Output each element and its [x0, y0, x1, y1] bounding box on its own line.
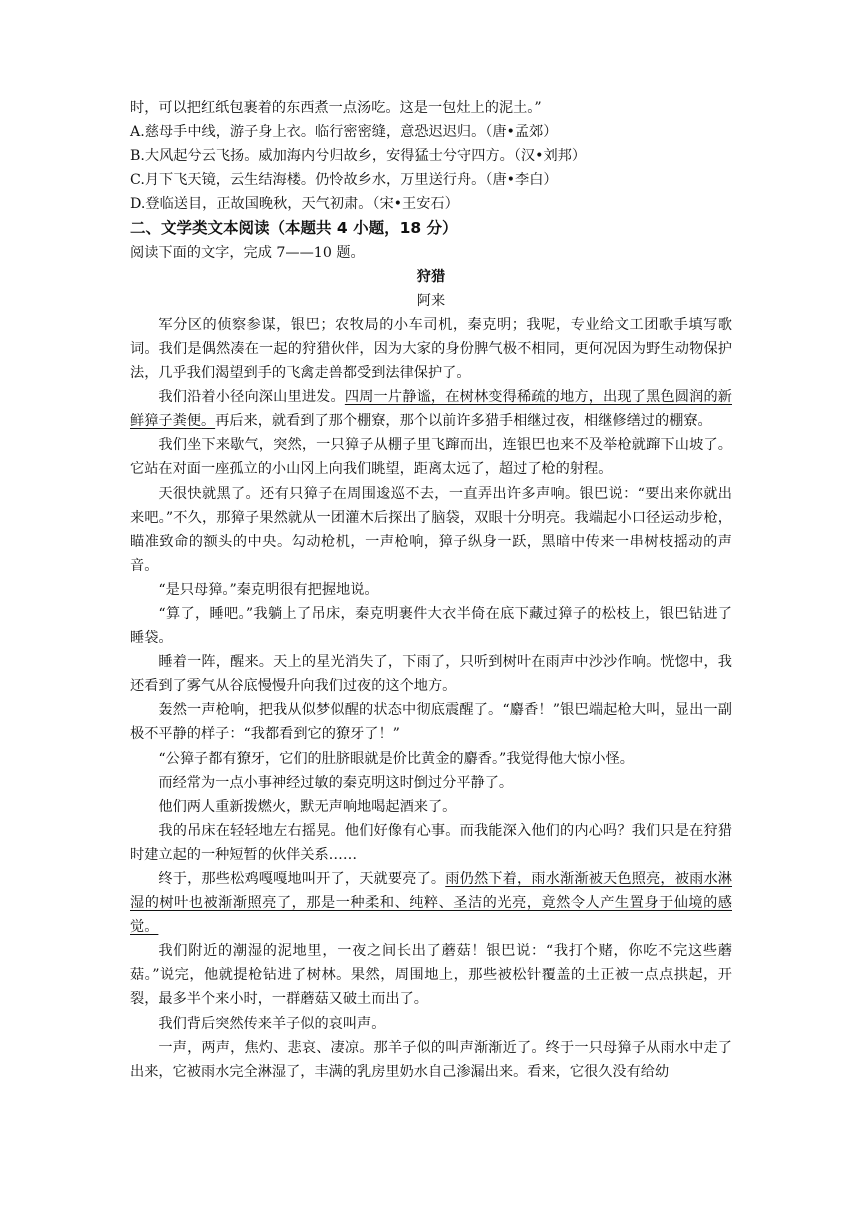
paragraph: 我们背后突然传来羊子似的哀叫声。: [158, 1015, 386, 1032]
story-title: 狩猎: [416, 268, 446, 285]
paragraph: 我们坐下来歇气，突然，一只獐子从棚子里飞蹿而出，连银巴也来不及举枪就蹿下山坡了。它站在对面一座孤立的小山冈上向我们眺望，距离太远了，超过了枪的射程。: [130, 437, 732, 478]
intro-continuation: 时，可以把红纸包裹着的东西煮一点汤吃。这是一包灶上的泥土。”: [130, 100, 542, 116]
paragraph: 一声，两声，焦灼、悲哀、凄凉。那羊子似的叫声渐渐近了。终于一只母獐子从雨水中走了出来，它被雨水完全淋湿了，丰满的乳房里奶水自己渗漏出来。看来，它很久没有给幼: [130, 1039, 732, 1080]
paragraph: 我们附近的潮湿的泥地里，一夜之间长出了蘑菇！银巴说：“我打个赌，你吃不完这些蘑菇。”说完，他就提枪钻进了树林。果然，周围地上，那些被松针覆盖的土正被一点点拱起，开裂，最多半个来小时，一群蘑菇又破土而出了。: [130, 943, 732, 1008]
section-heading: 二、文学类文本阅读（本题共 4 小题，18 分）: [130, 219, 458, 238]
paragraph-text: 我们沿着小径向深山里进发。: [158, 389, 345, 406]
paragraph: [130, 385, 732, 433]
paragraph: “公獐子都有獠牙，它们的肚脐眼就是价比黄金的麝香。”我觉得他大惊小怪。: [158, 750, 634, 767]
paragraph-text: 终于，那些松鸡嘎嘎地叫开了，天就要亮了。: [158, 871, 446, 887]
underlined-sentence: 雨仍然下着，雨水渐渐被天色照亮，被雨水淋湿的树叶也被渐渐照亮了，那是一种柔和、纯粹、圣洁的光亮，竟然令人产生置身于仙境的感觉。: [130, 871, 732, 936]
option-b: B.大风起兮云飞扬。威加海内兮归故乡，安得猛士兮守四方。（汉•刘邦）: [130, 148, 587, 165]
paragraph: 睡着一阵，醒来。天上的星光消失了，下雨了，只听到树叶在雨声中沙沙作响。恍惚中，我还看到了雾气从谷底慢慢升向我们过夜的这个地方。: [130, 654, 732, 695]
option-a: A.慈母手中线，游子身上衣。临行密密缝，意恐迟迟归。（唐•孟郊）: [130, 124, 558, 141]
paragraph: “算了，睡吧。”我躺上了吊床，秦克明裹件大衣半倚在底下藏过獐子的松枝上，银巴钻进了睡袋。: [130, 605, 732, 647]
story-author: 阿来: [416, 292, 446, 309]
paragraph: 天很快就黑了。还有只獐子在周围逡巡不去，一直弄出许多声响。银巴说：“要出来你就出来吧。”不久，那獐子果然就从一团灌木后探出了脑袋，双眼十分明亮。我端起小口径运动步枪，瞄准致命的额头的中央。勾动枪机，一声枪响，獐子纵身一跃，黑暗中传来一串树枝摇动的声音。: [130, 485, 732, 574]
paragraph: 他们两人重新拨燃火，默无声响地喝起酒来了。: [158, 798, 457, 815]
paragraph: 我的吊床在轻轻地左右摇晃。他们好像有心事。而我能深入他们的内心吗？我们只是在狩猎时建立起的一种短暂的伙伴关系……: [130, 822, 732, 863]
paragraph: [130, 867, 732, 939]
underlined-sentence: 四周一片静谧，在树林变得稀疏的地方，出现了黑色圆润的新鲜獐子粪便。: [130, 389, 732, 430]
document-page: [130, 96, 732, 1084]
paragraph: 军分区的侦察参谋，银巴；农牧局的小车司机，秦克明；我呢，专业给文工团歌手填写歌词。我们是偶然凑在一起的狩猎伙伴，因为大家的身份脾气极不相同，更何况因为野生动物保护法，几乎我们渴望到手的飞禽走兽都受到法律保护了。: [130, 316, 732, 382]
paragraph: 而经常为一点小事神经过敏的秦克明这时倒过分平静了。: [158, 774, 514, 791]
option-c: C.月下飞天镜，云生结海楼。仍怜故乡水，万里送行舟。（唐•李白）: [130, 172, 558, 189]
option-d: D.登临送目，正故国晚秋，天气初肃。（宋•王安石）: [130, 196, 459, 213]
section-instruction: 阅读下面的文字，完成 7——10 题。: [130, 244, 365, 261]
paragraph: “是只母獐。”秦克明很有把握地说。: [158, 581, 379, 598]
paragraph-text: 再后来，就看到了那个棚寮，那个以前许多猎手相继过夜，相继修缮过的棚寮。: [215, 413, 712, 430]
paragraph: 轰然一声枪响，把我从似梦似醒的状态中彻底震醒了。“麝香！”银巴端起枪大叫，显出一副极不平静的样子：“我都看到它的獠牙了！”: [130, 702, 732, 743]
